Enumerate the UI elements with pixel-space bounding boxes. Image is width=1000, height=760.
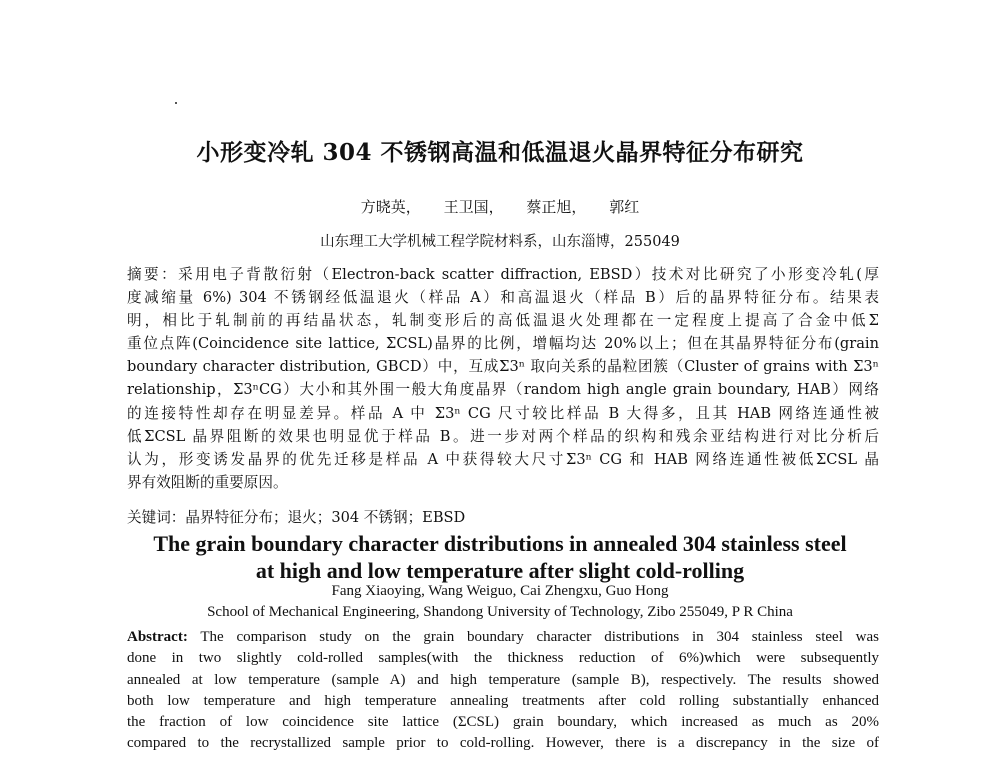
abstract-line: 度减缩量 6%) 304 不锈钢经低温退火（样品 A）和高温退火（样品 B）后的晶界特征分布。结果表 <box>127 289 879 307</box>
chinese-keywords: 关键词：晶界特征分布；退火；304 不锈钢；EBSD <box>127 509 466 526</box>
abstract-line: 低ΣCSL 晶界阻断的效果也明显优于样品 B。进一步对两个样品的织构和残余亚结构进行对比分析后 <box>127 427 879 445</box>
abstract-line: 界有效阻断的重要原因。 <box>127 473 288 491</box>
author-1: 方晓英， <box>360 198 421 216</box>
chinese-title: 小形变冷轧 304 不锈钢高温和低温退火晶界特征分布研究 <box>196 139 804 166</box>
english-abstract <box>127 627 879 755</box>
english-title-line: The grain boundary character distributions in annealed 304 stainless steel <box>153 531 847 556</box>
abstract-line: done in two slightly cold-rolled samples(with the thickness reduction of 6%)which were subsequently <box>127 650 879 667</box>
abstract-line: compared to the recrystallized sample prior to cold-rolling. However, there is a discrepancy in the size of <box>127 735 879 752</box>
abstract-line: 摘要：采用电子背散衍射（Electron-back scatter diffraction, EBSD）技术对比研究了小形变冷轧(厚 <box>127 266 879 283</box>
abstract-line: relationship，Σ3ⁿCG）大小和其外围一般大角度晶界（random high angle grain boundary, HAB）网络 <box>127 381 879 399</box>
abstract-line: 认为，形变诱发晶界的优先迁移是样品 A 中获得较大尺寸Σ3ⁿ CG 和 HAB 网络连通性被低ΣCSL 晶 <box>127 450 879 468</box>
abstract-label: Abstract: <box>127 629 188 645</box>
abstract-line: annealed at low temperature (sample A) and high temperature (sample B), respectively. The results showed <box>127 671 879 688</box>
abstract-line: both low temperature and high temperature annealing treatments after cold rolling substantially enhanced <box>127 692 879 709</box>
english-affiliation: School of Mechanical Engineering, Shandong University of Technology, Zibo 255049, P R China <box>207 604 793 620</box>
abstract-line: boundary character distribution, GBCD）中，互成Σ3ⁿ 取向关系的晶粒团簇（Cluster of grains with Σ3ⁿ <box>127 358 879 376</box>
author-3: 蔡正旭， <box>526 198 587 216</box>
scan-speck <box>175 102 177 104</box>
chinese-abstract <box>127 263 879 494</box>
author-4: 郭红 <box>609 198 640 216</box>
chinese-affiliation: 山东理工大学机械工程学院材料系，山东淄博，255049 <box>320 234 680 250</box>
abstract-text: The comparison study on the grain boundary character distributions in 304 stainless steel was <box>187 629 879 645</box>
english-title <box>0 530 1000 584</box>
abstract-line: 明，相比于轧制前的再结晶状态，轧制变形后的高低温退火处理都在一定程度上提高了合金中低Σ <box>127 312 879 330</box>
abstract-line: 重位点阵(Coincidence site lattice, ΣCSL)晶界的比例，增幅均达 20%以上；但在其晶界特征分布(grain <box>127 335 879 353</box>
chinese-authors <box>0 196 1000 217</box>
english-title-line: at high and low temperature after slight cold-rolling <box>255 558 745 583</box>
author-2: 王卫国， <box>443 198 504 216</box>
abstract-line: 的连接特性却存在明显差异。样品 A 中 Σ3ⁿ CG 尺寸较比样品 B 大得多，且其 HAB 网络连通性被 <box>127 404 879 422</box>
abstract-line <box>127 627 879 648</box>
abstract-line: the fraction of low coincidence site lattice (ΣCSL) grain boundary, which increased as much as 20% <box>127 714 879 731</box>
english-authors: Fang Xiaoying, Wang Weiguo, Cai Zhengxu, Guo Hong <box>331 583 669 599</box>
